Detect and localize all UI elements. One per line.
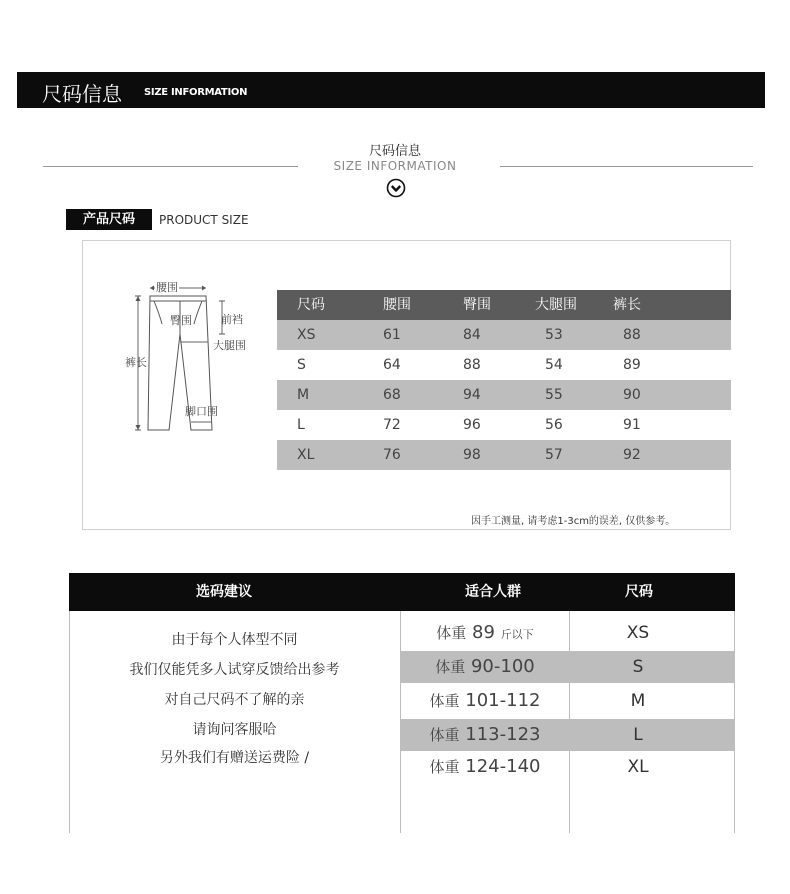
cell-waist: 61 [383,327,401,343]
size-cell: XL [627,757,649,777]
weight-label: 体重 [435,658,466,676]
table-row [277,440,731,470]
header-waist: 腰围 [383,297,411,313]
advice-header-right: 尺码 [625,584,653,600]
cell-hip: 94 [463,387,481,403]
table-row [401,719,735,751]
table-row [401,751,735,783]
cell-length: 89 [623,357,641,373]
table-row [277,380,731,410]
cell-hip: 96 [463,417,481,433]
weight-value: 101-112 [465,690,541,711]
chevron-down-circle-icon [386,178,406,198]
header-size: 尺码 [297,297,325,313]
header-hip: 臀围 [463,297,491,313]
size-table-header [277,290,731,320]
advice-header-left: 选码建议 [196,584,252,600]
advice-line: 对自己尺码不了解的亲 [164,692,305,708]
banner-title-cn: 尺码信息 [42,82,122,106]
weight-value: 124-140 [465,756,541,777]
weight-label: 体重 [429,692,460,710]
cell-waist: 68 [383,387,401,403]
size-cell: M [630,691,646,711]
product-size-label-en: PRODUCT SIZE [159,213,249,227]
section-title-en: SIZE INFORMATION [333,159,457,173]
cell-length: 92 [623,447,641,463]
cell-thigh: 57 [545,447,563,463]
header-length: 裤长 [613,297,641,313]
weight-value: 113-123 [465,724,541,745]
cell-size: L [297,417,305,433]
table-row [401,651,735,683]
advice-line: 由于每个人体型不同 [171,632,298,648]
table-row [277,320,731,350]
cell-size: XS [297,327,316,343]
weight-value: 90-100 [470,656,535,677]
header-thigh: 大腿围 [535,297,577,313]
weight-value: 89 [472,622,495,643]
weight-cell [401,751,569,783]
weight-cell [401,719,569,751]
weight-suffix: 斤以下 [500,628,534,641]
cell-thigh: 53 [545,327,563,343]
product-size-tag: 产品尺码 [66,209,152,230]
top-banner [17,72,765,108]
cell-hip: 88 [463,357,481,373]
label-waist: 腰围 [156,281,178,294]
advice-line: 我们仅能凭多人试穿反馈给出参考 [129,662,340,678]
weight-cell [401,651,569,683]
size-table [277,290,731,470]
cell-length: 88 [623,327,641,343]
size-cell: L [633,725,643,745]
label-hip: 臀围 [170,314,192,327]
advice-line: 请询问客服哈 [192,722,277,738]
advice-header [69,573,735,611]
table-row [401,617,735,649]
cell-size: M [297,387,310,403]
weight-cell [401,617,569,649]
weight-label: 体重 [429,726,460,744]
section-title-cn: 尺码信息 [368,144,421,159]
cell-waist: 72 [383,417,401,433]
label-front-rise: 前裆 [221,313,243,326]
cell-length: 91 [623,417,641,433]
weight-cell [401,685,569,717]
table-row [277,350,731,380]
table-row [401,685,735,717]
cell-length: 90 [623,387,641,403]
label-hem: 脚口围 [185,405,218,418]
cell-thigh: 55 [545,387,563,403]
weight-label: 体重 [429,758,460,776]
label-thigh: 大腿围 [213,339,246,352]
weight-label: 体重 [436,624,467,642]
banner-title-en: SIZE INFORMATION [144,87,248,98]
cell-waist: 64 [383,357,401,373]
size-cell: S [632,657,644,677]
label-length: 裤长 [125,356,147,369]
cell-thigh: 56 [545,417,563,433]
cell-size: S [297,357,306,373]
cell-size: XL [297,447,315,463]
cell-hip: 98 [463,447,481,463]
advice-header-mid: 适合人群 [465,584,521,600]
measurement-note: 因手工测量, 请考虑1-3cm的误差, 仅供参考。 [471,516,676,527]
cell-thigh: 54 [545,357,563,373]
table-row [277,410,731,440]
cell-waist: 76 [383,447,401,463]
size-cell: XS [626,623,650,643]
cell-hip: 84 [463,327,481,343]
advice-line: 另外我们有赠送运费险 / [159,750,310,766]
